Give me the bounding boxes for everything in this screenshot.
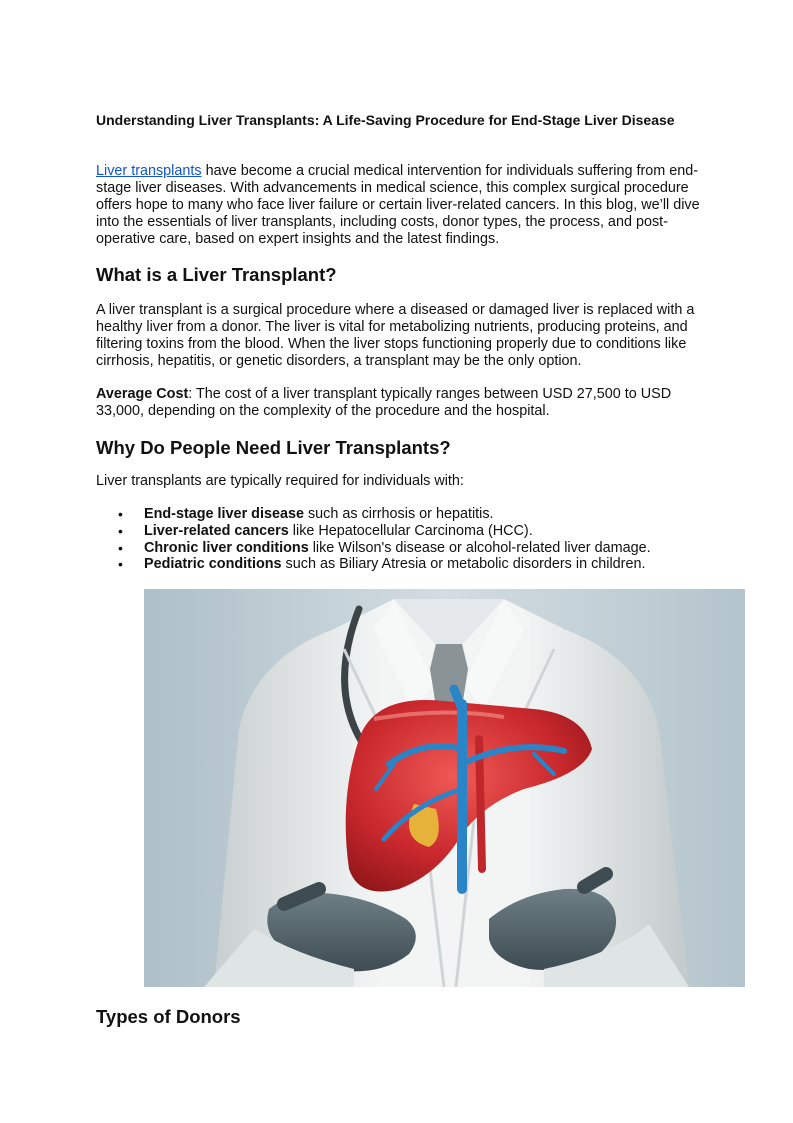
list-item-text: like Hepatocellular Carcinoma (HCC). — [288, 522, 533, 539]
doctor-holding-liver-image — [144, 589, 745, 987]
list-item-text: such as cirrhosis or hepatitis. — [303, 506, 494, 522]
list-item-bold: Chronic liver conditions — [144, 539, 309, 556]
list-item — [96, 523, 716, 540]
why-intro: Liver transplants are typically required for individuals with: — [96, 473, 464, 489]
list-item — [96, 540, 716, 557]
what-paragraph: A liver transplant is a surgical procedure where a diseased or damaged liver is replaced with a healthy liver from a donor. The liver is vital for metabolizing nutrients, producing proteins, and filtering toxins from the blood. When the liver stops functioning properly due to conditions like cirrhosis, hepatitis, or genetic disorders, a transplant may be the only option. — [96, 302, 695, 369]
liver-illustration — [144, 589, 745, 987]
article-title: Understanding Liver Transplants: A Life-Saving Procedure for End-Stage Liver Disease — [96, 112, 675, 128]
cost-text: : The cost of a liver transplant typically ranges between USD 27,500 to USD 33,000, depending on the complexity of the procedure and the hospital. — [96, 386, 672, 419]
cost-label: Average Cost — [96, 386, 189, 402]
cost-paragraph — [96, 386, 701, 420]
list-item-bold: End-stage liver disease — [144, 506, 304, 522]
intro-text: have become a crucial medical intervention for individuals suffering from end-stage liver diseases. With advancements in medical science, this complex surgical procedure offers hope to many who face liver failure or certain liver-related cancers. In this blog, we’ll dive into the essentials of liver transplants, including costs, donor types, the process, and post-operative care, based on expert insights and the latest findings. — [96, 163, 700, 247]
liver-transplants-link[interactable]: Liver transplants — [96, 163, 202, 179]
heading-why-need-transplant: Why Do People Need Liver Transplants? — [96, 437, 451, 458]
list-item-bold: Pediatric conditions — [144, 556, 282, 573]
heading-types-of-donors: Types of Donors — [96, 1006, 241, 1027]
list-item-text: such as Biliary Atresia or metabolic disorders in children. — [281, 556, 646, 573]
list-item-text: like Wilson's disease or alcohol-related liver damage. — [308, 539, 651, 556]
heading-what-is-liver-transplant: What is a Liver Transplant? — [96, 264, 337, 285]
conditions-list — [96, 506, 716, 573]
list-item — [96, 506, 716, 523]
list-item-bold: Liver-related cancers — [144, 522, 289, 539]
intro-paragraph — [96, 163, 701, 248]
list-item — [96, 556, 716, 573]
